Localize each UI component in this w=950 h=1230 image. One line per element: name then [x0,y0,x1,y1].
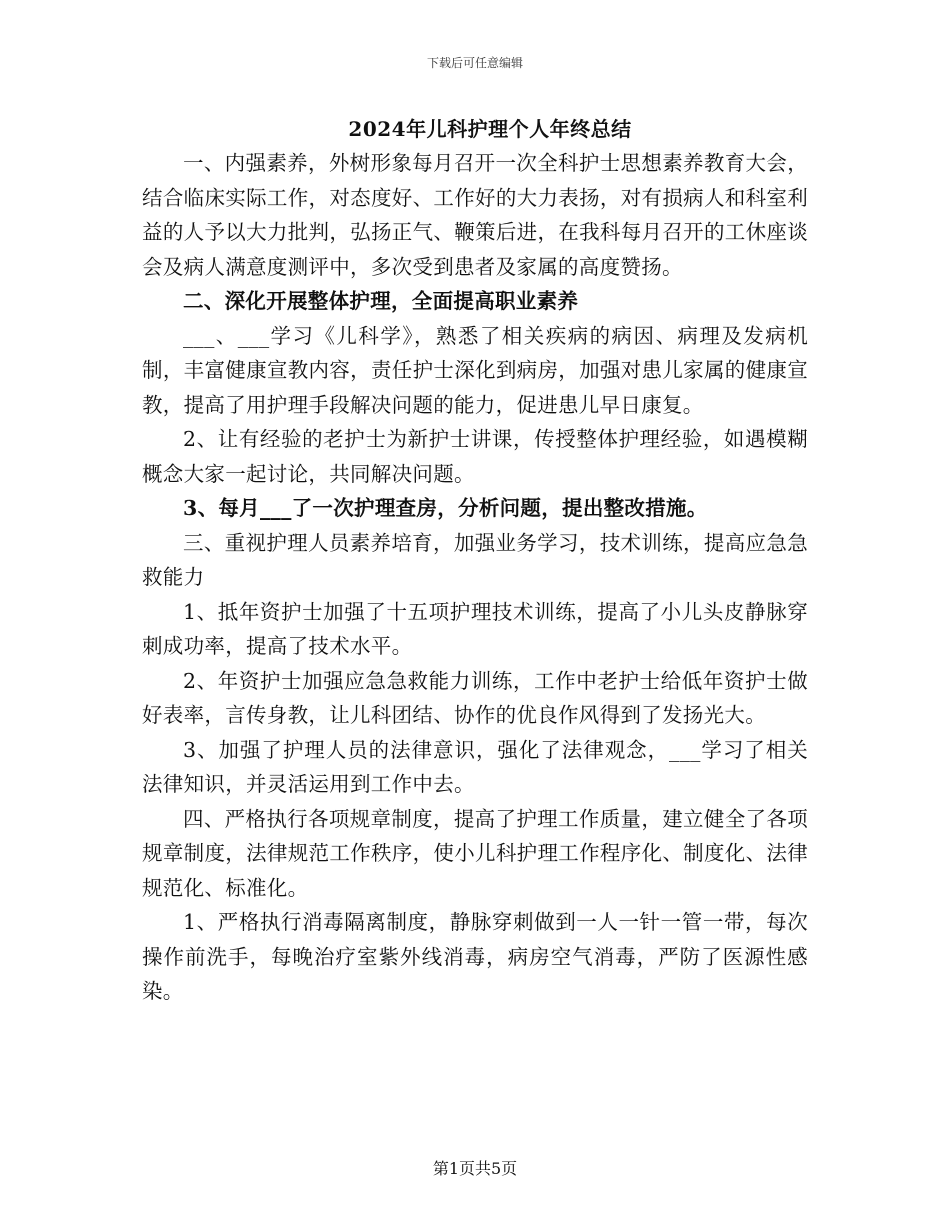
header-note: 下载后可任意编辑 [426,56,523,70]
section-heading-4: 四、严格执行各项规章制度，提高了护理工作质量，建立健全了各项规章制度，法律规范工作秩序，使小儿科护理工作程序化、制度化、法律规范化、标准化。 [142,806,808,900]
paragraph-1: 一、内强素养，外树形象每月召开一次全科护士思想素养教育大会，结合临床实际工作，对态度好、工作好的大力表扬，对有损病人和科室利益的人予以大力批判，弘扬正气、鞭策后进，在我科每月召开的工休座谈会及病人满意度测评中，多次受到患者及家属的高度赞扬。 [142,151,808,279]
paragraph-7: 1、抵年资护士加强了十五项护理技术训练，提高了小儿头皮静脉穿刺成功率，提高了技术水平。 [142,599,808,658]
paragraph-9: 3、加强了护理人员的法律意识，强化了法律观念，___学习了相关法律知识，并灵活运用到工作中去。 [142,737,808,796]
paragraph-4: 2、让有经验的老护士为新护士讲课，传授整体护理经验，如遇模糊概念大家一起讨论，共同解决问题。 [142,427,808,486]
document-title: 2024年儿科护理个人年终总结 [348,117,632,141]
page-footer: 第1页共5页 [432,1159,518,1178]
section-heading-2: 二、深化开展整体护理，全面提高职业素养 [183,289,579,313]
bold-paragraph-5: 3、每月___了一次护理查房，分析问题，提出整改措施。 [183,496,708,520]
section-heading-3: 三、重视护理人员素养培育，加强业务学习，技术训练，提高应急急救能力 [142,530,808,589]
paragraph-3: ___、___学习《儿科学》，熟悉了相关疾病的病因、病理及发病机制，丰富健康宣教内容，责任护士深化到病房，加强对患儿家属的健康宣教，提高了用护理手段解决问题的能力，促进患儿早日康复。 [142,323,808,417]
paragraph-11: 1、严格执行消毒隔离制度，静脉穿刺做到一人一针一管一带，每次操作前洗手，每晚治疗室紫外线消毒，病房空气消毒，严防了医源性感染。 [142,910,808,1003]
document-body [142,112,808,1009]
paragraph-8: 2、年资护士加强应急急救能力训练，工作中老护士给低年资护士做好表率，言传身教，让儿科团结、协作的优良作风得到了发扬光大。 [142,668,808,727]
